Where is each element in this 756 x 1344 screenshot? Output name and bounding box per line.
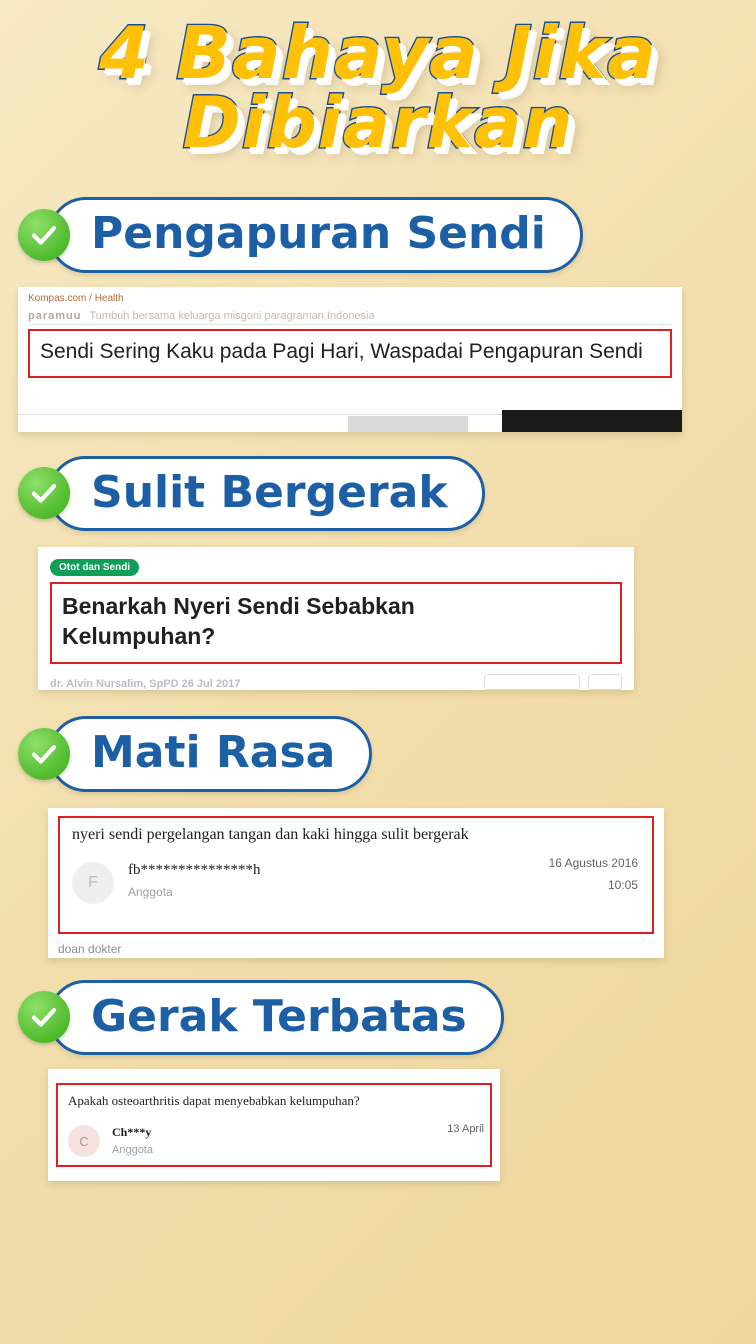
list-item-4 (18, 980, 756, 1056)
list-item-3 (18, 716, 756, 792)
shot3-bottom-text: doan dokter (58, 941, 122, 956)
screenshot-card-4 (48, 1069, 500, 1181)
shot1-footer-dark-block (502, 410, 682, 432)
shot4-date: 13 April (447, 1123, 484, 1136)
shot3-username: fb***************h (128, 861, 261, 878)
shot4-highlight-box (56, 1083, 492, 1167)
shot2-category-badge: Otot dan Sendi (50, 559, 139, 576)
shot2-button-wide[interactable] (484, 674, 580, 690)
shot1-faint-text: Tumbuh bersama keluarga misgoni paragraman Indonesia (89, 309, 375, 322)
shot2-highlight-box (50, 582, 622, 664)
check-circle-icon (18, 728, 70, 780)
shot3-timestamp (549, 852, 638, 898)
shot1-faint-brand: paramuu (28, 309, 82, 322)
item-label-2: Sulit Bergerak (91, 466, 448, 518)
shot2-title-line-1: Benarkah Nyeri Sendi Sebabkan (62, 593, 415, 620)
shot4-username: Ch***y (112, 1125, 152, 1140)
item-label-4: Gerak Terbatas (91, 990, 467, 1042)
item-pill-4 (48, 980, 504, 1056)
shot4-question: Apakah osteoarthritis dapat menyebabkan kelumpuhan? (68, 1093, 360, 1109)
shot1-breadcrumb: Kompas.com / Health (28, 292, 124, 304)
item-pill-2 (48, 456, 485, 532)
shot3-text: nyeri sendi pergelangan tangan dan kaki hingga sulit bergerak (72, 825, 469, 843)
avatar: C (68, 1125, 100, 1157)
check-circle-icon (18, 209, 70, 261)
shot1-footer-gray-block (348, 416, 468, 432)
item-pill-1 (48, 197, 583, 273)
list-item-1 (18, 197, 756, 273)
shot3-date: 16 Agustus 2016 (548, 855, 638, 870)
screenshot-card-1 (18, 287, 682, 432)
avatar: F (72, 862, 114, 904)
shot1-divider (28, 324, 672, 325)
shot1-footer (18, 410, 682, 432)
shot2-button-small[interactable] (588, 674, 622, 690)
shot2-footer (50, 668, 622, 690)
headline-line-1: 4 Bahaya Jika (99, 11, 657, 95)
screenshot-card-2 (38, 547, 634, 690)
shot2-title-line-2: Kelumpuhan? (62, 623, 216, 650)
shot2-buttons (484, 674, 622, 690)
item-pill-3 (48, 716, 372, 792)
shot3-role: Anggota (128, 884, 173, 899)
item-label-3: Mati Rasa (91, 727, 336, 779)
shot3-time: 10:05 (607, 878, 638, 893)
shot2-author: dr. Alvin Nursalim, SpPD 26 Jul 2017 (50, 678, 241, 691)
shot4-role: Anggota (112, 1144, 153, 1157)
item-label-1: Pengapuran Sendi (91, 208, 546, 260)
shot1-headline: Sendi Sering Kaku pada Pagi Hari, Waspadai Pengapuran Sendi (28, 329, 672, 378)
list-item-2 (18, 456, 756, 532)
headline-line-2: Dibiarkan (182, 81, 574, 164)
page-title (0, 0, 756, 164)
screenshot-card-3 (48, 808, 664, 958)
shot1-faint-row (28, 310, 672, 322)
shot3-highlight-box (58, 816, 654, 934)
shot4-user-row (68, 1125, 480, 1157)
